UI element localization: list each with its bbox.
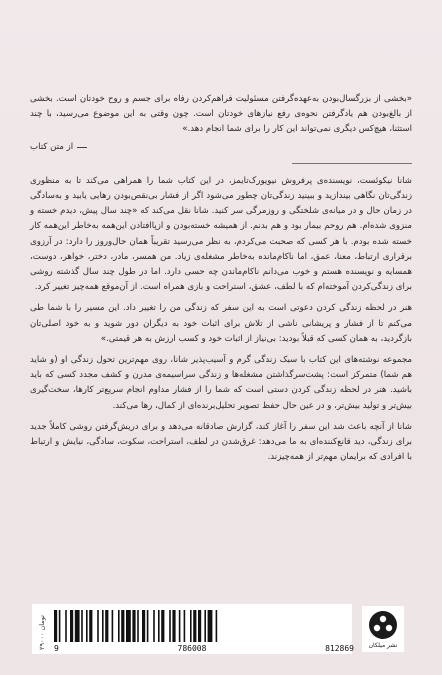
blurb-source — [30, 140, 412, 155]
publisher-name: نشر میلکان — [368, 641, 398, 649]
publisher-logo — [362, 606, 404, 652]
barcode-bar — [147, 610, 149, 642]
paragraph-4: شانا از آنچه باعث شد این سفر را آغاز کند، گزارش صادقانه می‌دهد و برای دریش‌گرفتن روشی کاملاً جدید برای زندگی، دید قانع‌کننده‌ای به ما می‌دهد: غرق‌شدن در لطف، استراحت، سکوت، سادگی، نیایش و ارتباط با افرادی که برایمان مهم‌تر از همه‌چیزند. — [30, 421, 412, 463]
barcode-bar — [161, 610, 164, 642]
barcode-digit-group-1: 786008 — [177, 643, 207, 653]
barcode-bar — [81, 610, 83, 642]
barcode-bar — [158, 610, 160, 642]
source-dash — [77, 147, 87, 148]
barcode-bar — [112, 610, 114, 642]
barcode-digit-prefix: 9 — [54, 643, 59, 653]
barcode-bar — [208, 610, 213, 642]
barcode-bar — [137, 610, 139, 642]
barcode-bar — [204, 610, 206, 642]
paragraph-2: هنر در لحظه زندگی کردن دعوتی است به این سفر که زندگی من را تغییر داد. این مسیر را با شما طی می‌کنم تا از فشار و پریشانی ناشی از تلاش برای اثبات خود به دیگران دور شوید و به خود اصلی‌تان بازگردید، به همان کسی که قبلاً بودید: بی‌نیاز از اثبات خود و کسب ارزش به هر قیمتی.» — [30, 303, 412, 344]
barcode-bar — [89, 610, 92, 642]
barcode-digit-group-2: 812869 — [325, 643, 354, 653]
barcode-bar — [75, 610, 80, 642]
price-label: ۲۹۰۰۰ تومان — [38, 615, 46, 650]
barcode-bar — [179, 610, 181, 642]
source-label: از متن کتاب — [30, 141, 74, 152]
barcode-bar — [126, 610, 131, 642]
barcode-digits — [54, 642, 354, 654]
blurb-quote: «بخشی از بزرگسال‌بودن به‌عهده‌گرفتن مسئولیت فراهم‌کردن رفاه برای جسم و روح خودتان است. بخشی از بالغ‌بودن هم یادگرفتن نحوه‌ی رفع نیازهای خودتان است. چون وقتی به این موضوع می‌رسید، با چند استثنا، هیچ‌کس دیگری نمی‌تواند این کار را برای شما انجام دهد.» — [30, 94, 412, 135]
barcode-bar — [86, 610, 88, 642]
barcode-bar — [65, 610, 67, 642]
barcode-bar — [132, 610, 135, 642]
cover-text — [30, 92, 412, 471]
barcode-bar — [190, 610, 192, 642]
barcode-bar — [102, 610, 104, 642]
barcode-bar — [97, 610, 99, 642]
barcode-bar — [216, 610, 218, 642]
section-divider — [292, 163, 412, 164]
barcode-bar — [121, 610, 124, 642]
barcode-image — [54, 610, 354, 644]
barcode-bar — [70, 610, 73, 642]
barcode-bar — [118, 610, 120, 642]
barcode-bar — [184, 610, 186, 642]
barcode-bar — [59, 610, 61, 642]
barcode-bar — [142, 610, 145, 642]
barcode-box — [32, 604, 352, 654]
barcode-bar — [54, 610, 57, 642]
barcode-bar — [198, 610, 201, 642]
barcode-bar — [169, 610, 171, 642]
barcode-bar — [172, 610, 175, 642]
paragraph-3: مجموعه نوشته‌های این کتاب با سبک زندگی گرم و آسیب‌پذیر شانا، روی مهم‌ترین تحول زندگی او (و شاید هم شما) متمرکز است: پشت‌سرگذاشتن مشغله‌ها و زندگی سراسیمه‌ی مدرن و کشف مجدد کسی که باید باشید. هنر در لحظه زندگی کردن دستی است که شما را از فشار مداوم انجام سریع‌تر کارها، سخت‌گیری بیش‌تر و تولید بیش‌تر، و در عین حال حفظ تصویر تحلیل‌برنده‌ای از کمال، رها می‌کند. — [30, 355, 412, 411]
barcode-bar — [105, 610, 108, 642]
publisher-logo-icon — [368, 610, 398, 640]
barcode-bar — [193, 610, 196, 642]
paragraph-1: شانا نیکوئست، نویسنده‌ی پرفروش نیویورک‌تایمز، در این کتاب شما را همراهی می‌کند تا به منظوری زندگی‌تان نگاهی بیندازید و ببینید زندگی‌تان چطور می‌شود اگر از فشار بی‌نقص‌بودن رهایی یابید و به‌سادگی در زمان حال و در میانه‌ی شلختگی و روزمرگی سر کنید. شانا نقل می‌کند که «چند سال پیش، دیدم خسته و منزوی شده‌ام. هم روحم بیمار بود و هم بدنم. از همیشه خسته‌بودن و ازپاافتادن این‌همه به‌خاطر این‌همه کار خسته شده بودم. با هر کسی که صحبت می‌کردم، به نظر می‌رسید تقریباً همان حال‌وروز را دارد: در آرزوی برقراری ارتباط، معنا، عمق، اما ناکام‌مانده به‌خاطر مشغله‌ی زیاد. من همسر، مادر، دختر، خواهر، دوست، همسایه و نویسنده هستم و خوب می‌دانم ناکام‌ماندن چه حسی دارد. اما در طول چند سال گذشته روشی برای زندگی‌کردن آموخته‌ام که با لطف، عشق، استراحت و بازی همراه است. از آن‌موقع همه‌چیز تغییر کرد. — [30, 175, 412, 293]
barcode-bar — [153, 610, 155, 642]
